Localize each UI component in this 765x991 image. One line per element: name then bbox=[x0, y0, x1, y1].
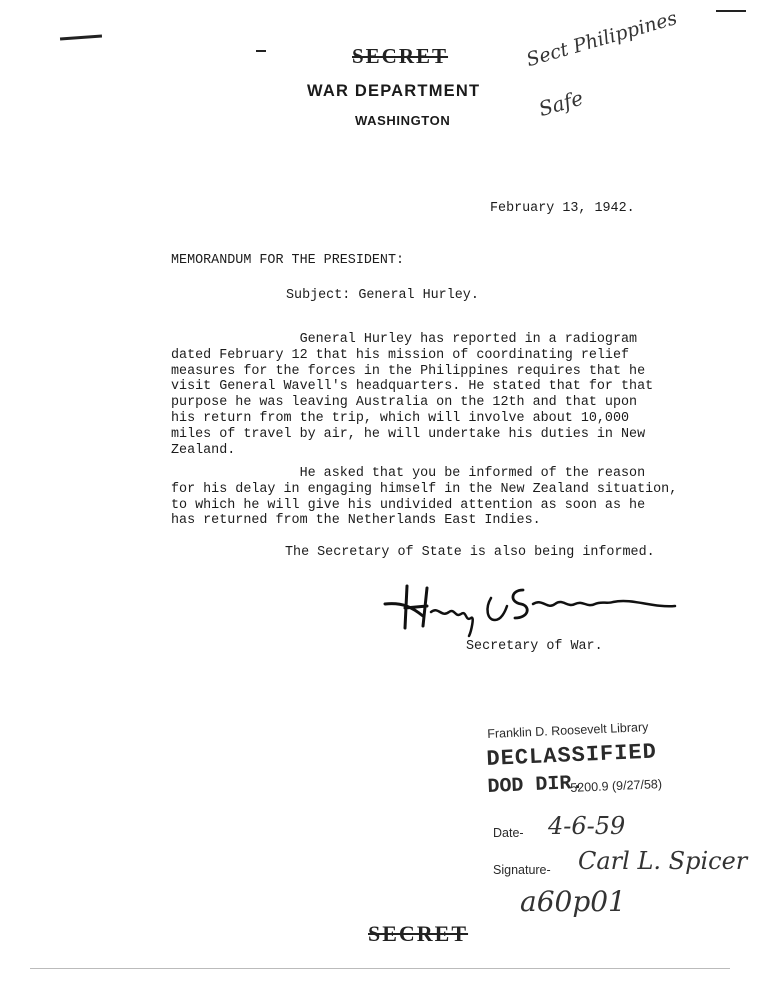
scan-mark-left bbox=[60, 35, 102, 41]
paragraph-line: Zealand. bbox=[171, 442, 236, 458]
signer-title: Secretary of War. bbox=[466, 639, 603, 654]
memo-heading: MEMORANDUM FOR THE PRESIDENT: bbox=[171, 253, 405, 268]
paragraph-line: He asked that you be informed of the reason bbox=[171, 466, 646, 481]
paragraph-line: measures for the forces in the Philippines requires that he bbox=[171, 363, 646, 379]
paragraph-line: his return from the trip, which will involve about 10,000 bbox=[171, 410, 630, 426]
stamp-library: Franklin D. Roosevelt Library bbox=[487, 719, 649, 741]
stamp-date-label: Date- bbox=[493, 826, 524, 840]
paragraph-line: dated February 12 that his mission of coordinating relief bbox=[171, 347, 630, 363]
stamp-authority: DOD DIR. bbox=[487, 771, 584, 799]
file-code: a60p01 bbox=[520, 885, 626, 918]
scan-line-bottom bbox=[30, 968, 730, 969]
classification-top: SECRET bbox=[352, 44, 449, 68]
handwritten-note-line2: Safe bbox=[536, 85, 586, 122]
stamp-declassified: DECLASSIFIED bbox=[486, 739, 658, 772]
classification-bottom: SECRET bbox=[368, 921, 469, 946]
paragraph-1 bbox=[171, 332, 671, 458]
memo-date: February 13, 1942. bbox=[490, 201, 635, 216]
closing-line: The Secretary of State is also being informed. bbox=[285, 545, 655, 560]
stamp-signature-value: Carl L. Spicer bbox=[578, 847, 748, 875]
paragraph-line: has returned from the Netherlands East Indies. bbox=[171, 513, 541, 529]
signature-graphic bbox=[383, 580, 683, 640]
handwritten-note-line1: Sect Philippines bbox=[524, 7, 680, 72]
paragraph-line: purpose he was leaving Australia on the 12th and that upon bbox=[171, 395, 638, 411]
paragraph-2 bbox=[171, 466, 678, 529]
paragraph-line: miles of travel by air, he will undertake his duties in New bbox=[171, 426, 646, 442]
department-name: WAR DEPARTMENT bbox=[307, 82, 481, 100]
paragraph-line: visit General Wavell's headquarters. He stated that for that bbox=[171, 379, 654, 395]
paragraph-line: for his delay in engaging himself in the New Zealand situation, bbox=[171, 481, 678, 497]
scan-mark-top-right bbox=[716, 10, 746, 12]
memo-subject: Subject: General Hurley. bbox=[286, 288, 479, 303]
stamp-authority-ref: 5200.9 (9/27/58) bbox=[570, 776, 663, 795]
stamp-signature-label: Signature- bbox=[493, 863, 551, 877]
paragraph-line: to which he will give his undivided attention as soon as he bbox=[171, 497, 646, 513]
scan-mark-dash bbox=[256, 50, 266, 52]
department-city: WASHINGTON bbox=[355, 113, 451, 128]
paragraph-line: General Hurley has reported in a radiogram bbox=[171, 332, 638, 347]
stamp-date-value: 4-6-59 bbox=[548, 812, 626, 840]
